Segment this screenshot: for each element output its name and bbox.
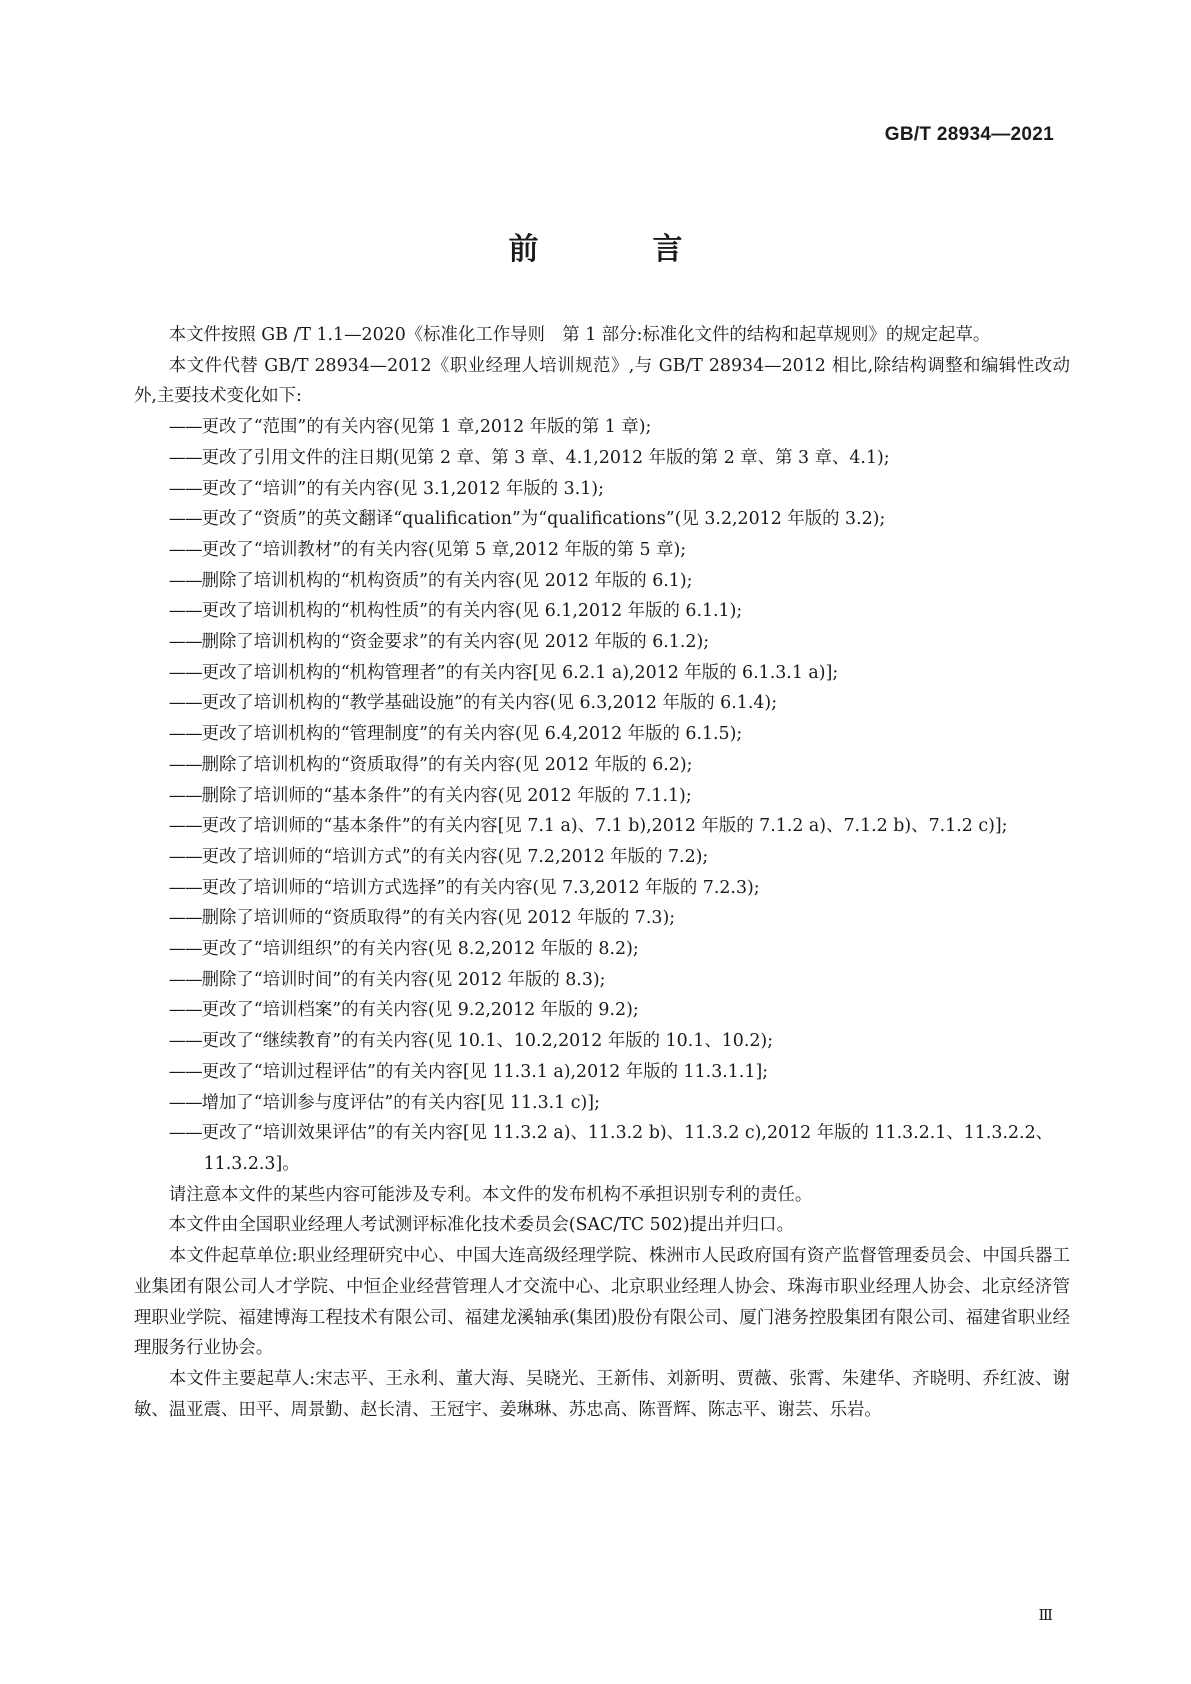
patent-notice: 请注意本文件的某些内容可能涉及专利。本文件的发布机构不承担识别专利的责任。 [168, 1184, 813, 1205]
list-dash: —— [168, 447, 202, 468]
standard-code: GB/T 28934—2021 [884, 124, 1054, 145]
page-title: 前 言 [508, 232, 725, 267]
list-dash: —— [168, 908, 202, 929]
change-item-text: 更改了“资质”的英文翻译“qualification”为“qualifications”(见 3.2,2012 年版的 3.2); [201, 509, 886, 530]
change-item [134, 566, 1070, 597]
change-item [134, 750, 1070, 781]
change-item-text: 删除了培训机构的“资金要求”的有关内容(见 2012 年版的 6.1.2); [201, 632, 710, 653]
change-item [134, 596, 1070, 627]
change-item-text: 删除了培训师的“基本条件”的有关内容(见 2012 年版的 7.1.1); [201, 785, 692, 806]
list-dash: —— [168, 1123, 202, 1144]
change-item-text: 更改了培训师的“培训方式”的有关内容(见 7.2,2012 年版的 7.2); [201, 846, 709, 867]
change-item [134, 504, 1070, 535]
drafting-units: 本文件起草单位:职业经理研究中心、中国大连高级经理学院、株洲市人民政府国有资产监督管理委员会、中国兵器工业集团有限公司人才学院、中恒企业经营管理人才交流中心、北京职业经理人协会、珠海市职业经理人协会、北京经济管理职业学院、福建博海工程技术有限公司、福建龙溪轴承(集团)股份有限公司、厦门港务控股集团有限公司、福建省职业经理服务行业协会。 [134, 1246, 1070, 1359]
list-dash: —— [168, 846, 202, 867]
list-dash: —— [168, 1031, 202, 1052]
change-item-text: 删除了“培训时间”的有关内容(见 2012 年版的 8.3); [201, 969, 606, 990]
change-item-text: 更改了“培训过程评估”的有关内容[见 11.3.1 a),2012 年版的 11.3.1.1]; [201, 1061, 769, 1082]
change-item [134, 627, 1070, 658]
main-drafters: 本文件主要起草人:宋志平、王永利、董大海、吴晓光、王新伟、刘新明、贾薇、张霄、朱建华、齐晓明、乔红波、谢敏、温亚震、田平、周景勤、赵长清、王冠宇、姜琳琳、苏忠高、陈晋辉、陈志平、谢芸、乐岩。 [134, 1368, 1070, 1420]
change-item-text: 更改了培训机构的“机构性质”的有关内容(见 6.1,2012 年版的 6.1.1); [201, 601, 743, 622]
change-item-text: 更改了培训机构的“管理制度”的有关内容(见 6.4,2012 年版的 6.1.5); [201, 724, 743, 745]
change-item [134, 535, 1070, 566]
change-item-text: 更改了引用文件的注日期(见第 2 章、第 3 章、4.1,2012 年版的第 2 章、第 3 章、4.1); [201, 447, 890, 468]
change-item-text: 删除了培训机构的“机构资质”的有关内容(见 2012 年版的 6.1); [201, 570, 693, 591]
change-item [134, 719, 1070, 750]
change-item-text: 更改了“范围”的有关内容(见第 1 章,2012 年版的第 1 章); [201, 417, 652, 438]
list-dash: —— [168, 632, 202, 653]
change-item [134, 443, 1070, 474]
intro-paragraph-1: 本文件按照 GB /T 1.1—2020《标准化工作导则 第 1 部分:标准化文件的结构和起草规则》的规定起草。 [168, 325, 991, 345]
change-item [134, 1118, 1070, 1179]
change-item [134, 873, 1070, 904]
list-dash: —— [168, 969, 202, 990]
list-dash: —— [168, 693, 202, 714]
change-item [134, 1057, 1070, 1088]
change-item-text: 更改了“继续教育”的有关内容(见 10.1、10.2,2012 年版的 10.1、10.2); [201, 1031, 774, 1052]
list-dash: —— [168, 570, 202, 591]
list-dash: —— [168, 662, 202, 683]
list-dash: —— [168, 724, 202, 745]
list-dash: —— [168, 754, 202, 775]
change-item-text: 更改了“培训效果评估”的有关内容[见 11.3.2 a)、11.3.2 b)、11.3.2 c),2012 年版的 11.3.2.1、11.3.2.2、11.3.2.3]。 [201, 1123, 1054, 1174]
change-item-text: 更改了“培训教材”的有关内容(见第 5 章,2012 年版的第 5 章); [201, 539, 687, 560]
change-item-text: 更改了培训机构的“机构管理者”的有关内容[见 6.2.1 a),2012 年版的 6.1.3.1 a)]; [201, 662, 839, 683]
document-body [134, 320, 1070, 1425]
change-item [134, 965, 1070, 996]
change-item-text: 更改了“培训档案”的有关内容(见 9.2,2012 年版的 9.2); [201, 1000, 639, 1021]
list-dash: —— [168, 478, 202, 499]
change-item-text: 更改了培训师的“培训方式选择”的有关内容(见 7.3,2012 年版的 7.2.3); [201, 877, 760, 898]
change-item [134, 1026, 1070, 1057]
change-item-text: 更改了“培训组织”的有关内容(见 8.2,2012 年版的 8.2); [201, 939, 639, 960]
change-item-text: 更改了“培训”的有关内容(见 3.1,2012 年版的 3.1); [201, 478, 604, 499]
change-item-text: 删除了培训机构的“资质取得”的有关内容(见 2012 年版的 6.2); [201, 754, 693, 775]
change-item-text: 更改了培训机构的“教学基础设施”的有关内容(见 6.3,2012 年版的 6.1.4); [201, 693, 778, 714]
list-dash: —— [168, 539, 202, 560]
list-dash: —— [168, 877, 202, 898]
change-item [134, 842, 1070, 873]
change-item [134, 474, 1070, 505]
list-dash: —— [168, 939, 202, 960]
proposer-statement: 本文件由全国职业经理人考试测评标准化技术委员会(SAC/TC 502)提出并归口。 [168, 1215, 794, 1236]
change-item [134, 412, 1070, 443]
changes-list [134, 412, 1070, 1180]
change-item-text: 删除了培训师的“资质取得”的有关内容(见 2012 年版的 7.3); [201, 908, 676, 929]
change-item-text: 更改了培训师的“基本条件”的有关内容[见 7.1 a)、7.1 b),2012 年版的 7.1.2 a)、7.1.2 b)、7.1.2 c)]; [201, 816, 1008, 837]
change-item [134, 1088, 1070, 1119]
list-dash: —— [168, 785, 202, 806]
page-number: Ⅲ [1038, 1606, 1054, 1624]
change-item [134, 688, 1070, 719]
change-item [134, 811, 1070, 842]
list-dash: —— [168, 601, 202, 622]
change-item [134, 903, 1070, 934]
list-dash: —— [168, 1000, 202, 1021]
change-item-text: 增加了“培训参与度评估”的有关内容[见 11.3.1 c)]; [201, 1092, 600, 1113]
change-item [134, 781, 1070, 812]
list-dash: —— [168, 509, 202, 530]
change-item [134, 995, 1070, 1026]
list-dash: —— [168, 1061, 202, 1082]
list-dash: —— [168, 1092, 202, 1113]
change-item [134, 658, 1070, 689]
change-item [134, 934, 1070, 965]
list-dash: —— [168, 417, 202, 438]
intro-paragraph-2: 本文件代替 GB/T 28934—2012《职业经理人培训规范》,与 GB/T 28934—2012 相比,除结构调整和编辑性改动外,主要技术变化如下: [134, 355, 1070, 407]
list-dash: —— [168, 816, 202, 837]
